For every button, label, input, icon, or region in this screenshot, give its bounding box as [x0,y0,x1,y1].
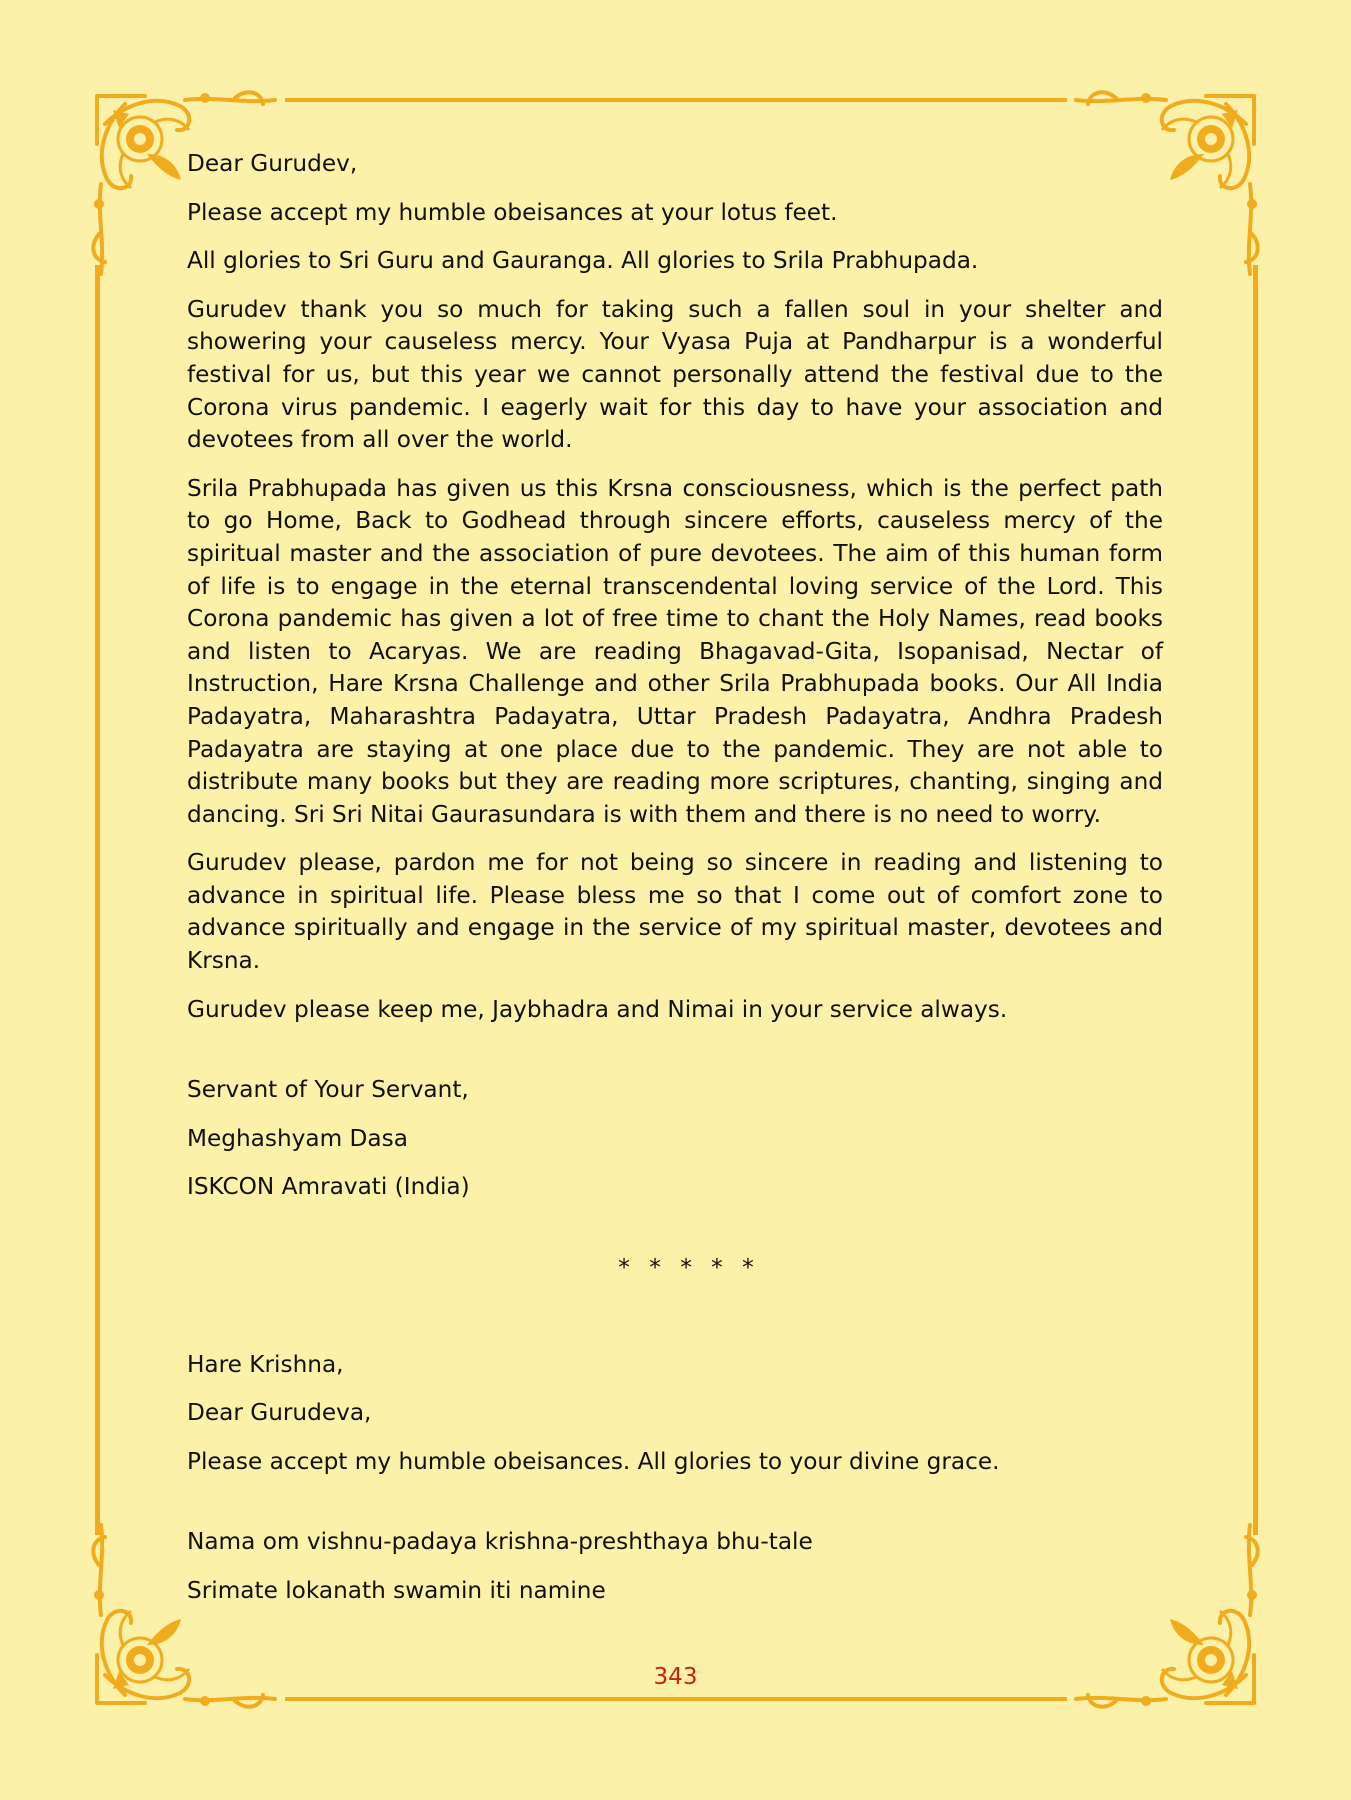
letter1-location: ISKCON Amravati (India) [187,1173,470,1201]
letter1-paragraph: Gurudev please, pardon me for not being so sincere in reading and listening to advance in spiritual life. Please bless me so that I come out of comfort zone to advance spiritually and engage in the service of my spiritual master, devotees and Krsna. [187,849,1163,975]
letter1-paragraph: Srila Prabhupada has given us this Krsna consciousness, which is the perfect path to go Home, Back to Godhead through sincere efforts, causeless mercy of the spiritual master and the association of pure devotees. The aim of this human form of life is to engage in the eternal transcendental loving service of the Lord. This Corona pandemic has given a lot of free time to chant the Holy Names, read books and listen to Acaryas. We are reading Bhagavad-Gita, Isopanisad, Nectar of Instruction, Hare Krsna Challenge and other Srila Prabhupada books. Our All India Padayatra, Maharashtra Padayatra, Uttar Pradesh Padayatra, Andhra Pradesh Padayatra are staying at one place due to the pandemic. They are not able to distribute many books but they are reading more scriptures, chanting, singing and dancing. Sri Sri Nitai Gaurasundara is with them and there is no need to worry. [187,474,1163,828]
page-number: 343 [653,1664,698,1690]
letter2-greeting: Hare Krishna, [187,1350,344,1378]
border-bottom [285,1697,1067,1701]
letter1-closing: Servant of Your Servant, [187,1076,469,1104]
letter1-paragraph: Gurudev thank you so much for taking such a fallen soul in your shelter and showering your causeless mercy. Your Vyasa Puja at Pandharpur is a wonderful festival for us, but this year we cannot personally attend the festival due to the Corona virus pandemic. I eagerly wait for this day to have your association and devotees from all over the world. [187,295,1163,454]
border-right [1253,265,1258,1535]
border-top [285,98,1067,102]
letter-content [187,148,1163,1624]
letter1-obeisances: Please accept my humble obeisances at your lotus feet. [187,198,838,226]
letter2-obeisances: Please accept my humble obeisances. All glories to your divine grace. [187,1447,1000,1475]
letter1-paragraph: Gurudev please keep me, Jaybhadra and Nimai in your service always. [187,995,1008,1023]
section-separator: * * * * * [618,1254,760,1282]
letter2-mantra-line: Srimate lokanath swamin iti namine [187,1577,606,1604]
letter1-salutation: Dear Gurudev, [187,150,358,177]
letter2-salutation: Dear Gurudeva, [187,1399,372,1427]
border-left [95,265,100,1535]
letter2-mantra-line: Nama om vishnu-padaya krishna-preshthaya bhu-tale [187,1528,813,1556]
letter1-glories: All glories to Sri Guru and Gauranga. All glories to Srila Prabhupada. [187,247,979,275]
letter1-signature: Meghashyam Dasa [187,1124,408,1152]
